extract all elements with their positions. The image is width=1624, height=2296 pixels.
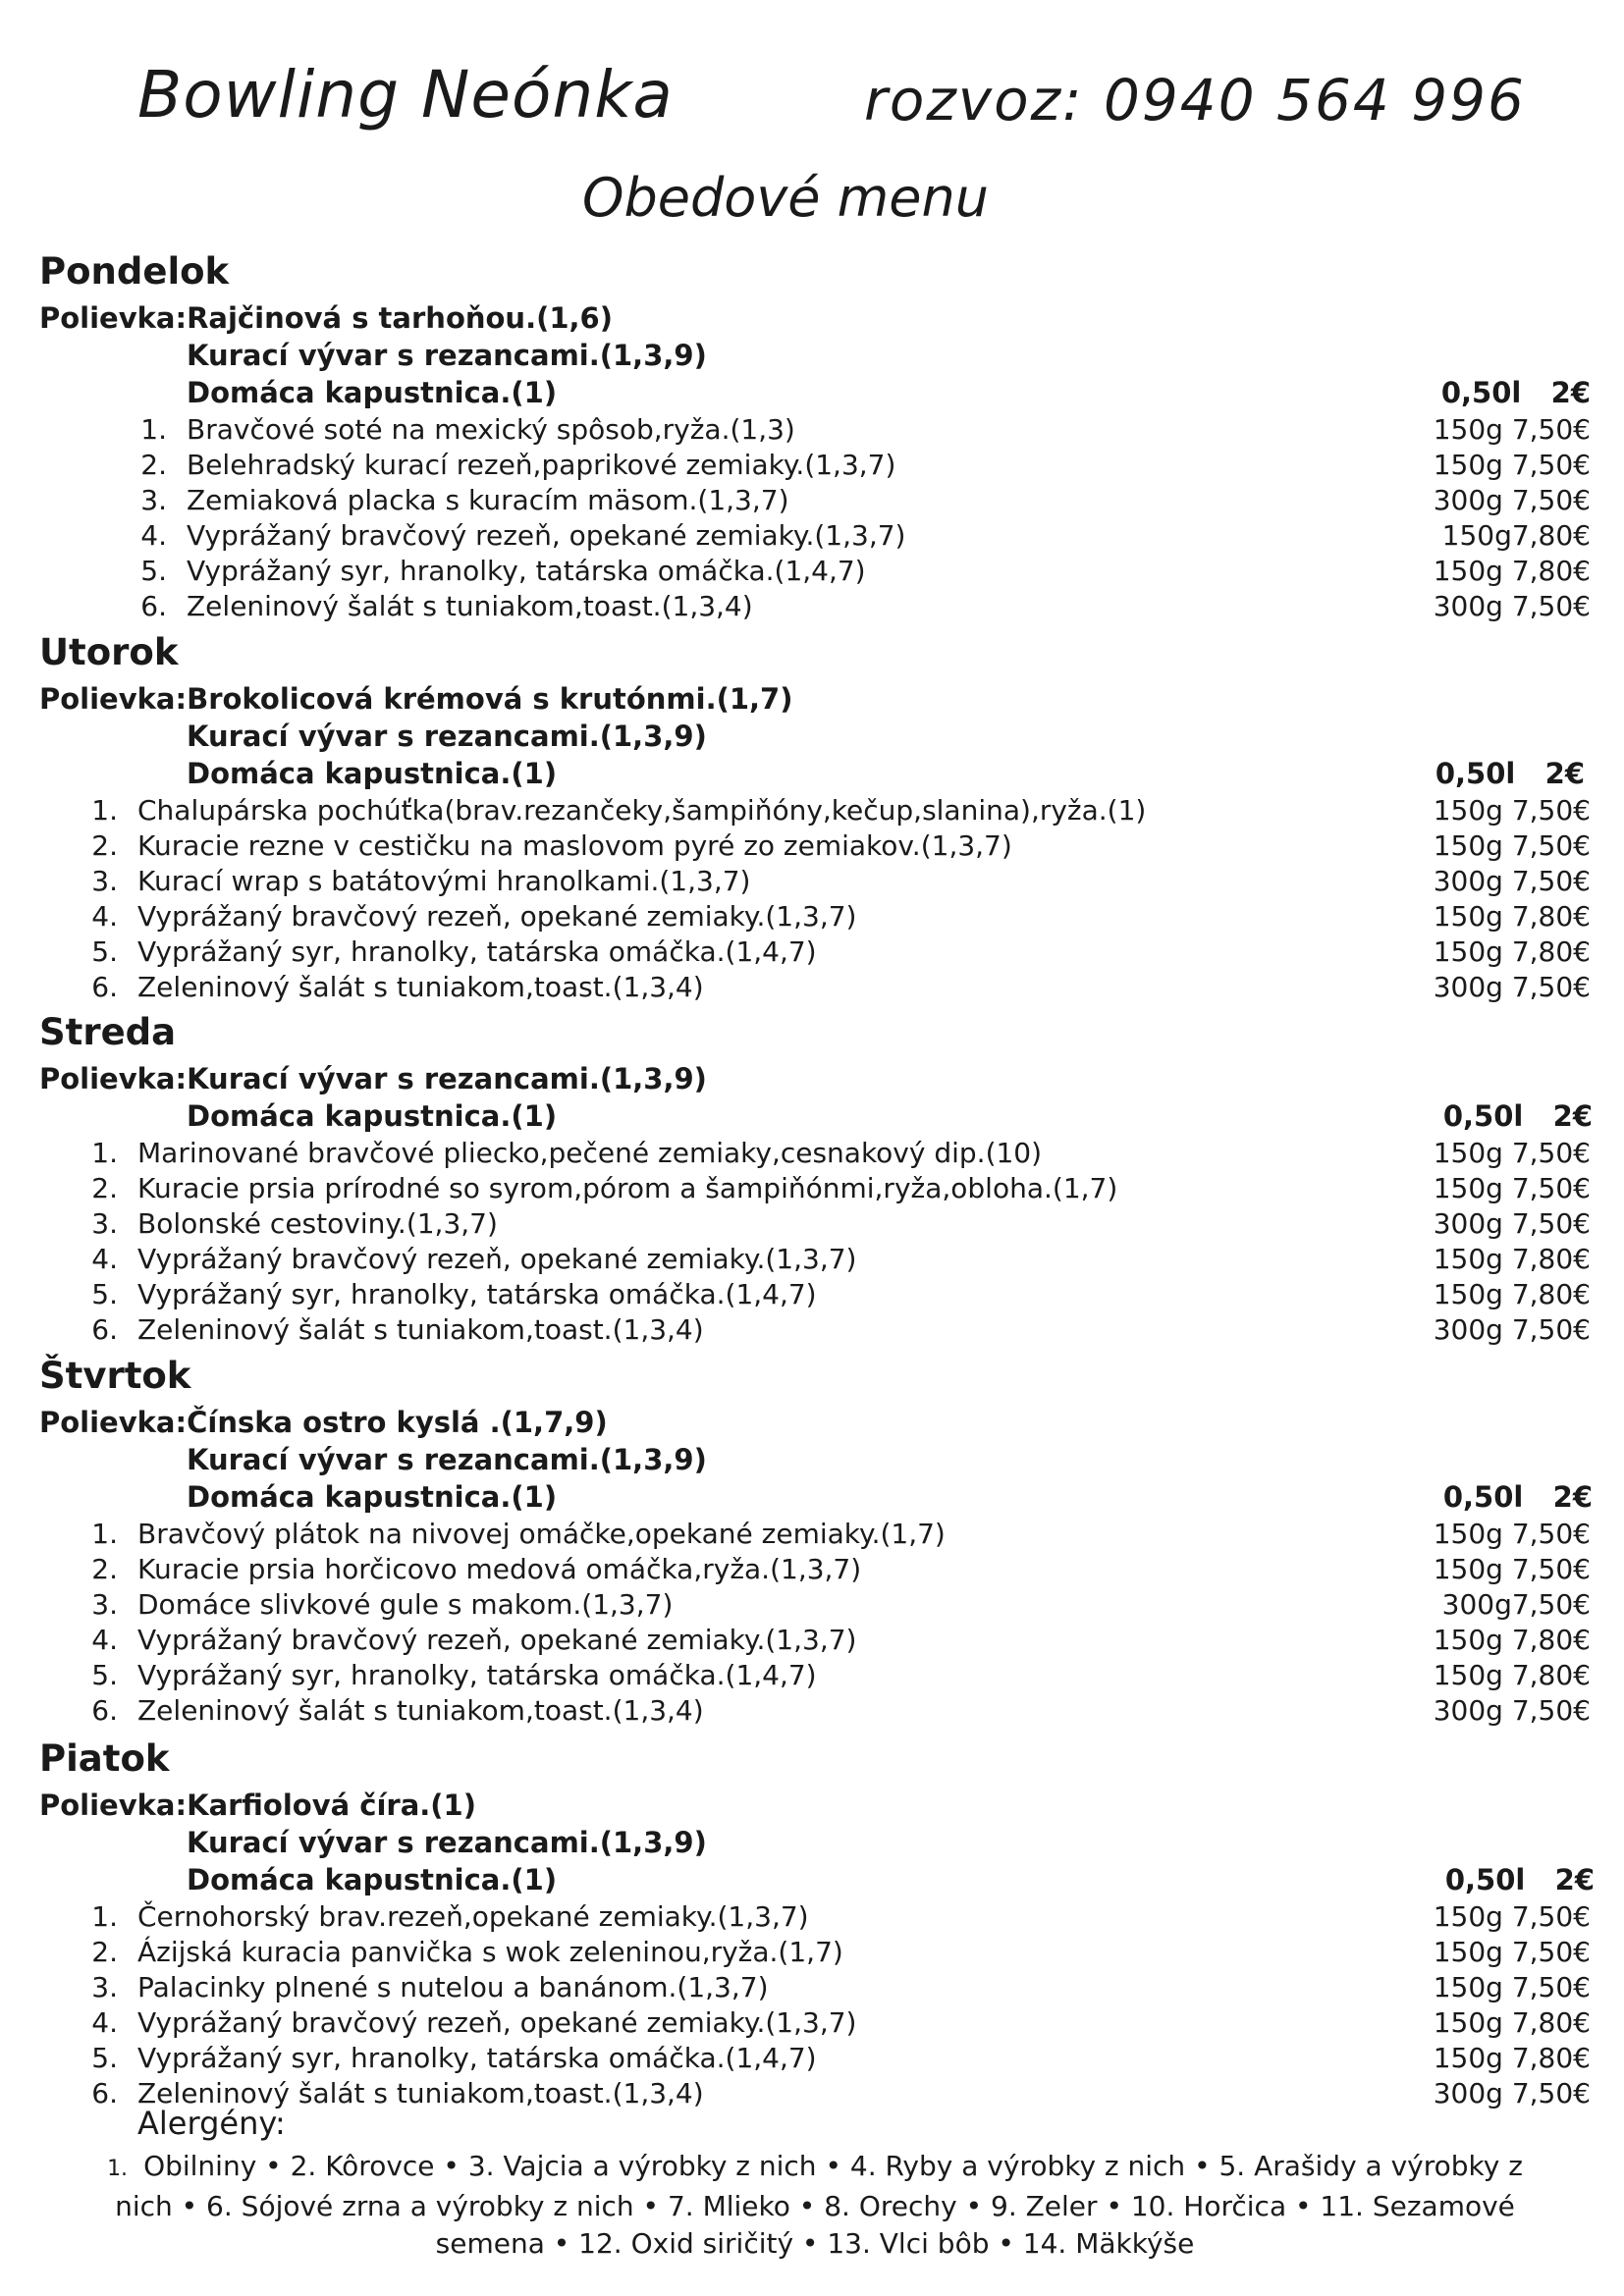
menu-item bbox=[0, 971, 1624, 1004]
soup-price: 0,50l 2€ bbox=[1442, 1480, 1593, 1514]
menu-item-number: 3. bbox=[91, 1588, 118, 1621]
menu-item-name: Kuracie prsia prírodné so syrom,pórom a šampiňónmi,ryža,obloha.(1,7) bbox=[137, 1172, 1118, 1204]
menu-item bbox=[0, 935, 1624, 969]
menu-item-price: 150g 7,50€ bbox=[1433, 829, 1591, 862]
menu-item-price: 150g 7,50€ bbox=[1433, 449, 1591, 481]
soup-row bbox=[187, 1863, 557, 1896]
menu-item bbox=[0, 2042, 1624, 2075]
menu-item-name: Vyprážaný bravčový rezeň, opekané zemiaky.(1,3,7) bbox=[137, 1243, 857, 1275]
menu-item-name: Vyprážaný bravčový rezeň, opekané zemiaky.(1,3,7) bbox=[137, 2006, 857, 2039]
menu-item bbox=[0, 519, 1624, 553]
menu-item-price: 150g 7,50€ bbox=[1433, 1971, 1591, 2003]
soup-name: Brokolicová krémová s krutónmi.(1,7) bbox=[187, 682, 793, 716]
day-title-streda: Streda bbox=[39, 1011, 177, 1053]
menu-item-price: 150g 7,50€ bbox=[1433, 794, 1591, 827]
menu-item-number: 6. bbox=[91, 971, 118, 1003]
menu-item-name: Bravčový plátok na nivovej omáčke,opekané zemiaky.(1,7) bbox=[137, 1518, 946, 1550]
menu-item bbox=[0, 449, 1624, 482]
soup-price: 0,50l 2€ bbox=[1440, 376, 1591, 409]
menu-item bbox=[0, 1624, 1624, 1657]
soup-name: Kurací vývar s rezancami.(1,3,9) bbox=[187, 720, 707, 753]
soup-name: Domáca kapustnica.(1) bbox=[187, 1099, 558, 1133]
menu-item-price: 300g 7,50€ bbox=[1433, 1313, 1591, 1346]
menu-item bbox=[0, 1936, 1624, 1969]
menu-item-number: 3. bbox=[91, 865, 118, 897]
menu-item-name: Zeleninový šalát s tuniakom,toast.(1,3,4) bbox=[137, 1694, 704, 1727]
menu-item-name: Zeleninový šalát s tuniakom,toast.(1,3,4) bbox=[187, 590, 753, 622]
day-title--tvrtok: Štvrtok bbox=[39, 1355, 191, 1397]
menu-item-name: Zeleninový šalát s tuniakom,toast.(1,3,4) bbox=[137, 1313, 704, 1346]
menu-item-number: 4. bbox=[91, 1243, 118, 1275]
menu-item-name: Zeleninový šalát s tuniakom,toast.(1,3,4) bbox=[137, 971, 704, 1003]
menu-item bbox=[0, 1207, 1624, 1241]
menu-item-price: 150g 7,80€ bbox=[1433, 555, 1591, 587]
menu-item-name: Belehradský kurací rezeň,paprikové zemiaky.(1,3,7) bbox=[187, 449, 896, 481]
soup-name: Domáca kapustnica.(1) bbox=[187, 757, 558, 790]
menu-item-name: Vyprážaný syr, hranolky, tatárska omáčka.(1,4,7) bbox=[137, 1278, 817, 1310]
menu-item-number: 5. bbox=[91, 2042, 118, 2074]
menu-item-name: Marinované bravčové pliecko,pečené zemiaky,cesnakový dip.(10) bbox=[137, 1137, 1043, 1169]
soup-row bbox=[187, 1480, 557, 1514]
menu-item-name: Vyprážaný syr, hranolky, tatárska omáčka.(1,4,7) bbox=[187, 555, 866, 587]
menu-item bbox=[0, 1518, 1624, 1551]
menu-item-name: Kuracie rezne v cestičku na maslovom pyré zo zemiakov.(1,3,7) bbox=[137, 829, 1012, 862]
menu-item-name: Vyprážaný bravčový rezeň, opekané zemiaky.(1,3,7) bbox=[137, 900, 857, 933]
soup-row bbox=[39, 301, 613, 335]
soup-row bbox=[187, 1443, 707, 1476]
menu-item bbox=[0, 1553, 1624, 1586]
menu-item-price: 300g 7,50€ bbox=[1433, 1207, 1591, 1240]
soup-name: Kurací vývar s rezancami.(1,3,9) bbox=[187, 1062, 707, 1095]
soup-label: Polievka: bbox=[39, 1789, 188, 1822]
menu-item-name: Kurací wrap s batátovými hranolkami.(1,3,7) bbox=[137, 865, 751, 897]
menu-item-name: Palacinky plnené s nutelou a banánom.(1,3,7) bbox=[137, 1971, 769, 2003]
menu-item-price: 300g 7,50€ bbox=[1433, 971, 1591, 1003]
menu-item-number: 3. bbox=[91, 1207, 118, 1240]
menu-item-number: 5. bbox=[91, 1278, 118, 1310]
menu-item bbox=[0, 1172, 1624, 1205]
menu-item-number: 2. bbox=[91, 829, 118, 862]
menu-item-price: 150g 7,80€ bbox=[1433, 1243, 1591, 1275]
menu-item bbox=[0, 1243, 1624, 1276]
menu-item-number: 5. bbox=[91, 935, 118, 968]
menu-item-price: 150g 7,50€ bbox=[1433, 1518, 1591, 1550]
menu-item-name: Ázijská kuracia panvička s wok zeleninou,ryža.(1,7) bbox=[137, 1936, 843, 1968]
menu-item-number: 1. bbox=[91, 1518, 118, 1550]
soup-row bbox=[187, 376, 557, 409]
soup-name: Rajčinová s tarhoňou.(1,6) bbox=[187, 301, 613, 335]
soup-name: Domáca kapustnica.(1) bbox=[187, 1863, 558, 1896]
menu-item-number: 6. bbox=[91, 2077, 118, 2109]
menu-item bbox=[0, 1313, 1624, 1347]
menu-item bbox=[0, 1971, 1624, 2004]
soup-name: Kurací vývar s rezancami.(1,3,9) bbox=[187, 1443, 707, 1476]
menu-item-number: 6. bbox=[140, 590, 167, 622]
menu-item-name: Zeleninový šalát s tuniakom,toast.(1,3,4) bbox=[137, 2077, 704, 2109]
day-title-piatok: Piatok bbox=[39, 1737, 170, 1780]
menu-item-name: Bolonské cestoviny.(1,3,7) bbox=[137, 1207, 498, 1240]
menu-item-price: 150g 7,50€ bbox=[1433, 1936, 1591, 1968]
menu-item-price: 300g7,50€ bbox=[1441, 1588, 1591, 1621]
menu-item-number: 4. bbox=[140, 519, 167, 552]
day-title-pondelok: Pondelok bbox=[39, 250, 230, 293]
menu-item-price: 150g 7,50€ bbox=[1433, 413, 1591, 446]
menu-item-price: 300g 7,50€ bbox=[1433, 484, 1591, 516]
menu-item-price: 150g 7,50€ bbox=[1433, 1553, 1591, 1585]
menu-item-number: 5. bbox=[140, 555, 167, 587]
menu-item-price: 150g 7,80€ bbox=[1433, 1278, 1591, 1310]
menu-item-number: 6. bbox=[91, 1313, 118, 1346]
menu-item-number: 4. bbox=[91, 2006, 118, 2039]
menu-item-number: 4. bbox=[91, 900, 118, 933]
menu-item bbox=[0, 555, 1624, 588]
menu-item-number: 2. bbox=[91, 1172, 118, 1204]
menu-item-price: 300g 7,50€ bbox=[1433, 2077, 1591, 2109]
menu-item-number: 5. bbox=[91, 1659, 118, 1691]
allergen-heading: Alergény: bbox=[137, 2105, 286, 2142]
menu-item-name: Vyprážaný syr, hranolky, tatárska omáčka.(1,4,7) bbox=[137, 935, 817, 968]
menu-item bbox=[0, 1588, 1624, 1622]
soup-label: Polievka: bbox=[39, 682, 188, 716]
menu-item-number: 1. bbox=[91, 794, 118, 827]
menu-title: Obedové menu bbox=[582, 167, 989, 229]
menu-item bbox=[0, 900, 1624, 934]
menu-item-number: 1. bbox=[91, 1137, 118, 1169]
menu-item-name: Vyprážaný bravčový rezeň, opekané zemiaky.(1,3,7) bbox=[137, 1624, 857, 1656]
menu-item bbox=[0, 794, 1624, 828]
menu-item-number: 1. bbox=[91, 1900, 118, 1933]
soup-name: Karfiolová číra.(1) bbox=[187, 1789, 476, 1822]
soup-label: Polievka: bbox=[39, 301, 188, 335]
menu-item bbox=[0, 590, 1624, 623]
menu-item-name: Chalupárska pochúťka(brav.rezančeky,šampiňóny,kečup,slanina),ryža.(1) bbox=[137, 794, 1147, 827]
soup-price: 0,50l 2€ bbox=[1435, 757, 1585, 790]
soup-row bbox=[187, 757, 557, 790]
menu-item-name: Vyprážaný syr, hranolky, tatárska omáčka.(1,4,7) bbox=[137, 1659, 817, 1691]
menu-item-price: 150g 7,50€ bbox=[1433, 1137, 1591, 1169]
menu-item bbox=[0, 1659, 1624, 1692]
menu-item-name: Kuracie prsia horčicovo medová omáčka,ryža.(1,3,7) bbox=[137, 1553, 862, 1585]
menu-item-price: 150g 7,80€ bbox=[1433, 900, 1591, 933]
menu-item bbox=[0, 2006, 1624, 2040]
menu-item-number: 3. bbox=[91, 1971, 118, 2003]
menu-item-price: 150g 7,50€ bbox=[1433, 1172, 1591, 1204]
soup-row bbox=[39, 682, 792, 716]
menu-item-price: 150g7,80€ bbox=[1441, 519, 1591, 552]
menu-item-name: Černohorský brav.rezeň,opekané zemiaky.(1,3,7) bbox=[137, 1900, 809, 1933]
soup-name: Kurací vývar s rezancami.(1,3,9) bbox=[187, 1826, 707, 1859]
soup-label: Polievka: bbox=[39, 1062, 188, 1095]
menu-item-number: 2. bbox=[91, 1936, 118, 1968]
soup-row bbox=[187, 1826, 707, 1859]
menu-item-number: 2. bbox=[91, 1553, 118, 1585]
soup-row bbox=[39, 1789, 476, 1822]
menu-item-price: 150g 7,80€ bbox=[1433, 2006, 1591, 2039]
menu-item bbox=[0, 1137, 1624, 1170]
menu-item-number: 4. bbox=[91, 1624, 118, 1656]
menu-item bbox=[0, 829, 1624, 863]
allergen-list bbox=[79, 2148, 1551, 2263]
soup-row bbox=[187, 339, 707, 372]
soup-name: Domáca kapustnica.(1) bbox=[187, 1480, 558, 1514]
menu-item bbox=[0, 1694, 1624, 1728]
menu-item-price: 300g 7,50€ bbox=[1433, 590, 1591, 622]
menu-item-number: 3. bbox=[140, 484, 167, 516]
delivery-phone: rozvoz: 0940 564 996 bbox=[864, 67, 1526, 133]
menu-item-price: 150g 7,80€ bbox=[1433, 1659, 1591, 1691]
soup-row bbox=[39, 1062, 707, 1095]
soup-price: 0,50l 2€ bbox=[1444, 1863, 1595, 1896]
allergen-list-text: Obilniny • 2. Kôrovce • 3. Vajcia a výrobky z nich • 4. Ryby a výrobky z nich • 5. Arašidy a výrobky z nich • 6. Sójové zrna a výrobky z nich • 7. Mlieko • 8. Orechy • 9. Zeler • 10. Horčica • 11. Sezamové semena • 12. Oxid siričitý • 13. Vlci bôb • 14. Mäkkýše bbox=[115, 2150, 1523, 2260]
menu-item-name: Zemiaková placka s kuracím mäsom.(1,3,7) bbox=[187, 484, 789, 516]
menu-item-price: 300g 7,50€ bbox=[1433, 1694, 1591, 1727]
menu-item-price: 150g 7,50€ bbox=[1433, 1900, 1591, 1933]
menu-item-number: 6. bbox=[91, 1694, 118, 1727]
soup-row bbox=[187, 1099, 557, 1133]
menu-item bbox=[0, 865, 1624, 898]
soup-price: 0,50l 2€ bbox=[1442, 1099, 1593, 1133]
menu-item-name: Vyprážaný bravčový rezeň, opekané zemiaky.(1,3,7) bbox=[187, 519, 906, 552]
menu-item bbox=[0, 1278, 1624, 1311]
soup-row bbox=[39, 1406, 608, 1439]
soup-name: Domáca kapustnica.(1) bbox=[187, 376, 558, 409]
allergen-list-number: 1. bbox=[107, 2157, 129, 2181]
menu-item bbox=[0, 413, 1624, 447]
menu-item-number: 2. bbox=[140, 449, 167, 481]
menu-item-price: 300g 7,50€ bbox=[1433, 865, 1591, 897]
soup-label: Polievka: bbox=[39, 1406, 188, 1439]
menu-item-number: 1. bbox=[140, 413, 167, 446]
menu-item-name: Vyprážaný syr, hranolky, tatárska omáčka.(1,4,7) bbox=[137, 2042, 817, 2074]
menu-item bbox=[0, 484, 1624, 517]
day-title-utorok: Utorok bbox=[39, 631, 179, 673]
menu-item-name: Bravčové soté na mexický spôsob,ryža.(1,3) bbox=[187, 413, 795, 446]
menu-item-price: 150g 7,80€ bbox=[1433, 2042, 1591, 2074]
restaurant-name: Bowling Neónka bbox=[137, 57, 674, 133]
menu-item-price: 150g 7,80€ bbox=[1433, 935, 1591, 968]
menu-item-name: Domáce slivkové gule s makom.(1,3,7) bbox=[137, 1588, 674, 1621]
menu-item-price: 150g 7,80€ bbox=[1433, 1624, 1591, 1656]
menu-item bbox=[0, 1900, 1624, 1934]
soup-name: Čínska ostro kyslá .(1,7,9) bbox=[187, 1406, 608, 1439]
soup-name: Kurací vývar s rezancami.(1,3,9) bbox=[187, 339, 707, 372]
soup-row bbox=[187, 720, 707, 753]
